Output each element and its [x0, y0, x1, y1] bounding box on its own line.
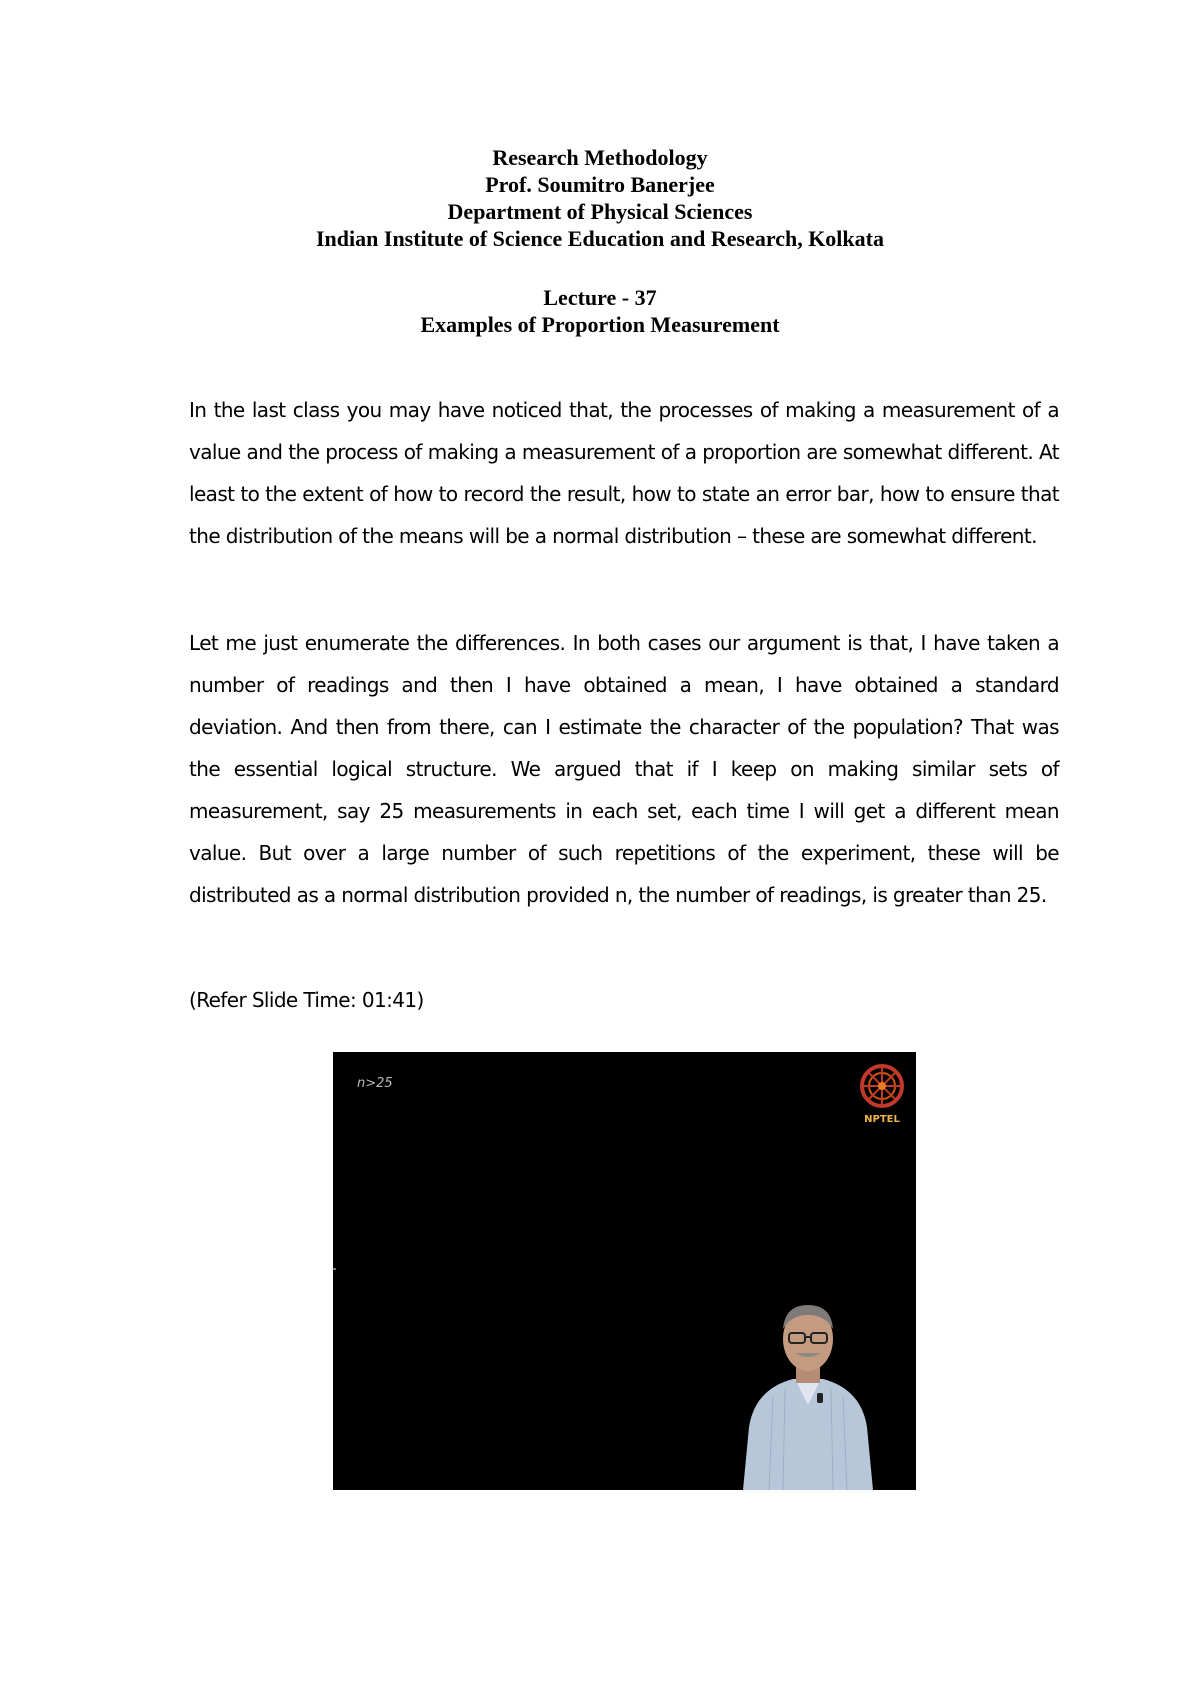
- slide-tick-mark: [333, 1268, 336, 1270]
- presenter-video-image: [733, 1277, 883, 1490]
- institute-name: Indian Institute of Science Education and Research, Kolkata: [316, 226, 884, 251]
- paragraph: In the last class you may have noticed that, the processes of making a measurement of a value and the process of making a measurement of a proportion are somewhat different. At least to the extent of how to record the result, how to state an error bar, how to ensure that the distribution of the means will be a normal distribution – these are somewhat different.: [189, 398, 1059, 548]
- course-title: Research Methodology: [492, 145, 708, 170]
- department-name: Department of Physical Sciences: [447, 199, 753, 224]
- lecture-slide-frame: [333, 1052, 916, 1490]
- lecture-title: Examples of Proportion Measurement: [420, 312, 780, 337]
- nptel-label: NPTEL: [864, 1114, 900, 1125]
- lecture-number: Lecture - 37: [543, 285, 657, 310]
- lecture-heading: [0, 284, 1200, 338]
- nptel-emblem-icon: [856, 1060, 908, 1116]
- document-header: [0, 144, 1200, 252]
- professor-name: Prof. Soumitro Banerjee: [485, 172, 715, 197]
- refer-slide-time: (Refer Slide Time: 01:41): [189, 988, 424, 1012]
- nptel-logo: [856, 1060, 908, 1130]
- slide-handwritten-text: n>25: [357, 1076, 393, 1091]
- paragraph: Let me just enumerate the differences. In both cases our argument is that, I have taken a number of readings and then I have obtained a mean, I have obtained a standard deviation. And then from there, can I estimate the character of the population? That was the essential logical structure. We argued that if I keep on making similar sets of measurement, say 25 measurements in each set, each time I will get a different mean value. But over a large number of such repetitions of the experiment, these will be distributed as a normal distribution provided n, the number of readings, is greater than 25.: [189, 631, 1059, 907]
